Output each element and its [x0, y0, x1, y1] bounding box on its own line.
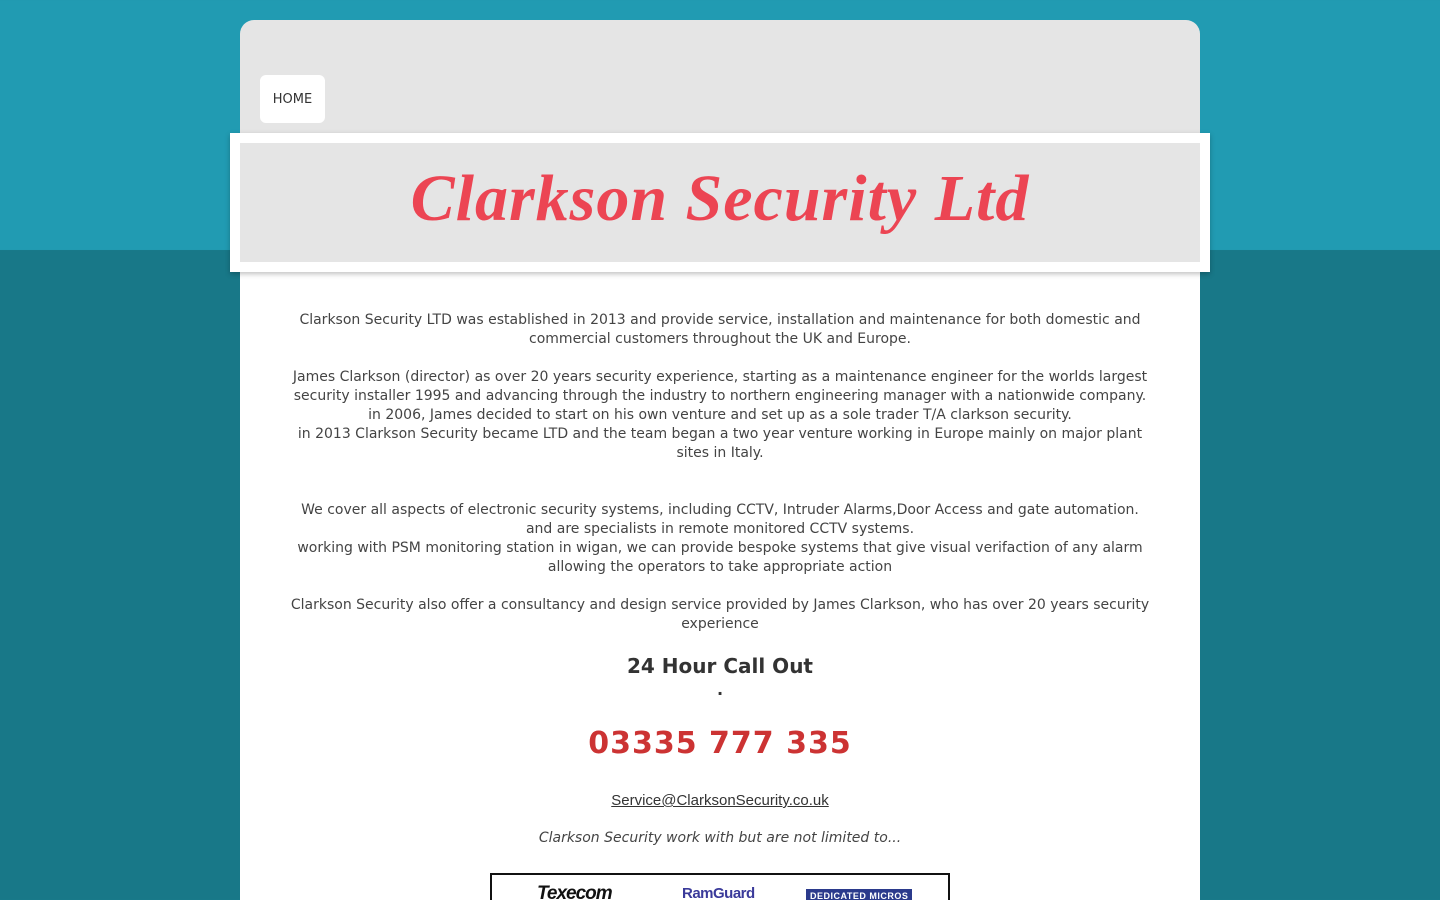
text-line: security installer 1995 and advancing through the industry to northern engineering manager with a nationwide company. [293, 388, 1147, 404]
text-line: working with PSM monitoring station in wigan, we can provide bespoke systems that give visual verifaction of any alarm [297, 540, 1143, 556]
callout-heading: 24 Hour Call Out [627, 654, 813, 678]
text-line: in 2013 Clarkson Security became LTD and the team began a two year venture working in Europe mainly on major plant [297, 426, 1143, 442]
partners-intro: Clarkson Security work with but are not limited to... [538, 830, 902, 846]
phone-number: 03335 777 335 [588, 726, 852, 761]
text-line: James Clarkson (director) as over 20 years security experience, starting as a maintenance engineer for the worlds largest [292, 369, 1148, 385]
text-line: experience [681, 616, 759, 632]
dedicated-micros-logo: DEDICATED MICROS [806, 889, 912, 900]
banner-inner [240, 143, 1200, 262]
email-link[interactable]: Service@ClarksonSecurity.co.uk [611, 792, 829, 809]
text-line: in 2006, James decided to start on his own venture and set up as a sole trader T/A clarkson security. [368, 407, 1072, 423]
text-line: commercial customers throughout the UK and Europe. [529, 331, 911, 347]
text-line: and are specialists in remote monitored CCTV systems. [525, 521, 915, 537]
text-line: sites in Italy. [676, 445, 764, 461]
ramguard-logo: RamGuard [682, 885, 755, 900]
text-line: allowing the operators to take appropriate action [547, 559, 893, 575]
email-line [280, 792, 1160, 809]
intro-text [280, 311, 1160, 634]
text-line: Clarkson Security LTD was established in 2013 and provide service, installation and maintenance for both domestic and [299, 312, 1141, 328]
text-line: Clarkson Security also offer a consultancy and design service provided by James Clarkson, who has over 20 years security [290, 597, 1150, 613]
text-line: We cover all aspects of electronic security systems, including CCTV, Intruder Alarms,Door Access and gate automation. [301, 502, 1139, 518]
partner-logos [490, 873, 950, 900]
texecom-logo: Texecom [537, 883, 612, 900]
nav-home-link[interactable]: HOME [260, 75, 325, 123]
site-title: Clarkson Security Ltd [410, 161, 1030, 235]
banner [230, 133, 1210, 272]
callout-dot: . [716, 680, 724, 699]
